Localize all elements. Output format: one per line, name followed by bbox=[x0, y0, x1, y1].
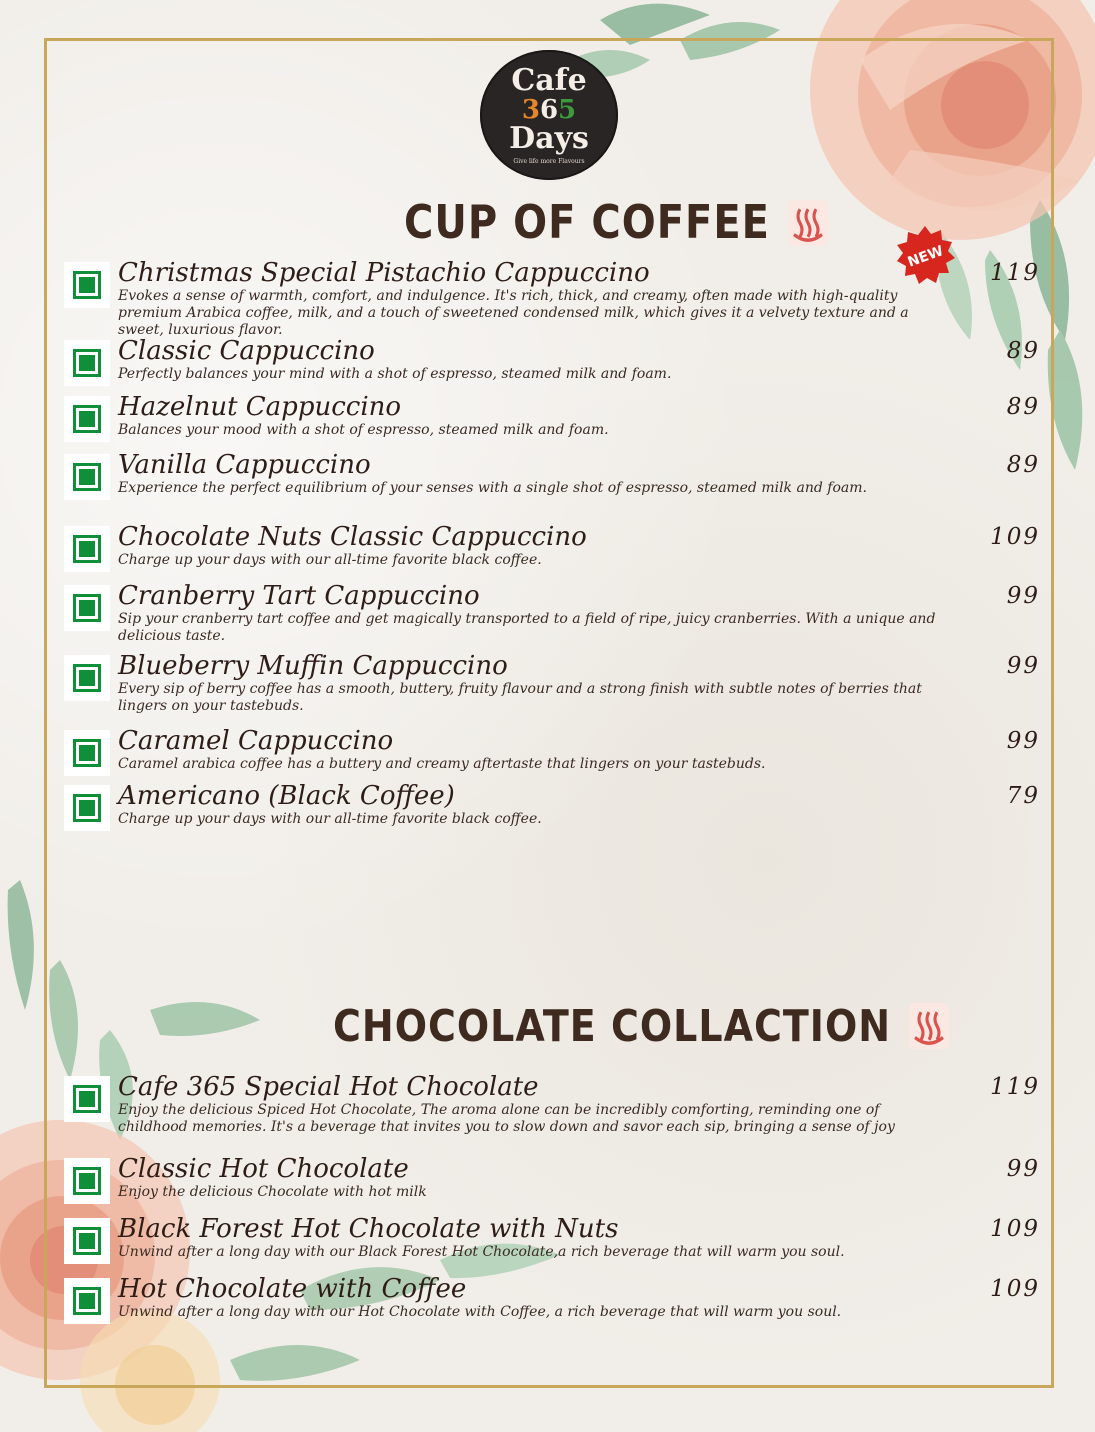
item-price: 109 bbox=[990, 524, 1040, 550]
item-price: 109 bbox=[990, 1216, 1040, 1242]
item-description: Caramel arabica coffee has a buttery and creamy aftertaste that lingers on your tastebuds. bbox=[118, 756, 766, 772]
logo-tagline: Give life more Flavours bbox=[513, 157, 585, 165]
item-name: Vanilla Cappuccino bbox=[118, 450, 371, 480]
new-badge bbox=[894, 224, 956, 286]
veg-symbol-icon bbox=[64, 585, 110, 631]
section-title-coffee: CUP OF COFFEE bbox=[404, 197, 828, 250]
veg-symbol-icon bbox=[64, 526, 110, 572]
item-name: Cafe 365 Special Hot Chocolate bbox=[118, 1072, 539, 1102]
logo-line-365: 365 bbox=[521, 94, 577, 125]
item-price: 89 bbox=[1006, 452, 1040, 478]
item-name: Caramel Cappuccino bbox=[118, 726, 394, 756]
item-description: Evokes a sense of warmth, comfort, and indulgence. It's rich, thick, and creamy, often made with high-quality premium Arabica coffee, milk, and a touch of sweetened condensed milk, which gives it a velvety texture and a sweet, luxurious flavor. bbox=[118, 288, 909, 338]
item-name: Black Forest Hot Chocolate with Nuts bbox=[118, 1214, 619, 1244]
item-description: Enjoy the delicious Chocolate with hot milk bbox=[118, 1184, 427, 1200]
item-price: 99 bbox=[1006, 1156, 1040, 1182]
item-name: Classic Cappuccino bbox=[118, 336, 375, 366]
item-price: 79 bbox=[1006, 783, 1040, 809]
item-description: Perfectly balances your mind with a shot of espresso, steamed milk and foam. bbox=[118, 366, 672, 382]
veg-symbol-icon bbox=[64, 1218, 110, 1264]
item-name: Blueberry Muffin Cappuccino bbox=[118, 651, 508, 681]
veg-symbol-icon bbox=[64, 785, 110, 831]
item-price: 99 bbox=[1006, 653, 1040, 679]
veg-symbol-icon bbox=[64, 262, 110, 308]
item-price: 89 bbox=[1006, 338, 1040, 364]
item-name: Classic Hot Chocolate bbox=[118, 1154, 409, 1184]
logo-line-cafe: Cafe bbox=[511, 62, 587, 98]
item-name: Cranberry Tart Cappuccino bbox=[118, 581, 480, 611]
veg-symbol-icon bbox=[64, 1076, 110, 1122]
item-price: 99 bbox=[1006, 583, 1040, 609]
hot-steam-icon bbox=[788, 200, 828, 246]
logo-line-days: Days bbox=[509, 120, 589, 156]
item-name: Hot Chocolate with Coffee bbox=[118, 1274, 467, 1304]
cafe-logo bbox=[480, 50, 618, 180]
item-description: Charge up your days with our all-time favorite black coffee. bbox=[118, 811, 542, 827]
item-price: 109 bbox=[990, 1276, 1040, 1302]
item-name: Americano (Black Coffee) bbox=[118, 781, 455, 811]
item-name: Chocolate Nuts Classic Cappuccino bbox=[118, 522, 587, 552]
item-description: Every sip of berry coffee has a smooth, buttery, fruity flavour and a strong finish with subtle notes of berries that lingers on your tastebuds. bbox=[118, 681, 922, 714]
veg-symbol-icon bbox=[64, 396, 110, 442]
veg-symbol-icon bbox=[64, 730, 110, 776]
item-description: Unwind after a long day with our Black Forest Hot Chocolate,a rich beverage that will warm you soul. bbox=[118, 1244, 845, 1260]
hot-steam-icon bbox=[909, 1003, 949, 1049]
item-description: Sip your cranberry tart coffee and get magically transported to a field of ripe, juicy cranberries. With a unique and delicious taste. bbox=[118, 611, 936, 644]
item-price: 99 bbox=[1006, 728, 1040, 754]
item-price: 89 bbox=[1006, 394, 1040, 420]
item-description: Balances your mood with a shot of espresso, steamed milk and foam. bbox=[118, 422, 609, 438]
item-name: Christmas Special Pistachio Cappuccino bbox=[118, 258, 650, 288]
veg-symbol-icon bbox=[64, 1158, 110, 1204]
item-name: Hazelnut Cappuccino bbox=[118, 392, 402, 422]
veg-symbol-icon bbox=[64, 655, 110, 701]
item-description: Charge up your days with our all-time favorite black coffee. bbox=[118, 552, 542, 568]
veg-symbol-icon bbox=[64, 1278, 110, 1324]
svg-text:NEW: NEW bbox=[905, 243, 946, 271]
item-description: Experience the perfect equilibrium of your senses with a single shot of espresso, steamed milk and foam. bbox=[118, 480, 867, 496]
veg-symbol-icon bbox=[64, 340, 110, 386]
item-price: 119 bbox=[990, 260, 1040, 286]
item-description: Unwind after a long day with our Hot Chocolate with Coffee, a rich beverage that will warm you soul. bbox=[118, 1304, 842, 1320]
section-title-chocolate: CHOCOLATE COLLACTION bbox=[333, 1001, 949, 1052]
item-price: 119 bbox=[990, 1074, 1040, 1100]
veg-symbol-icon bbox=[64, 454, 110, 500]
item-description: Enjoy the delicious Spiced Hot Chocolate, The aroma alone can be incredibly comforting, reminding one of childhood memories. It's a beverage that invites you to slow down and savor each sip, bringing a sense of joy bbox=[118, 1102, 895, 1135]
